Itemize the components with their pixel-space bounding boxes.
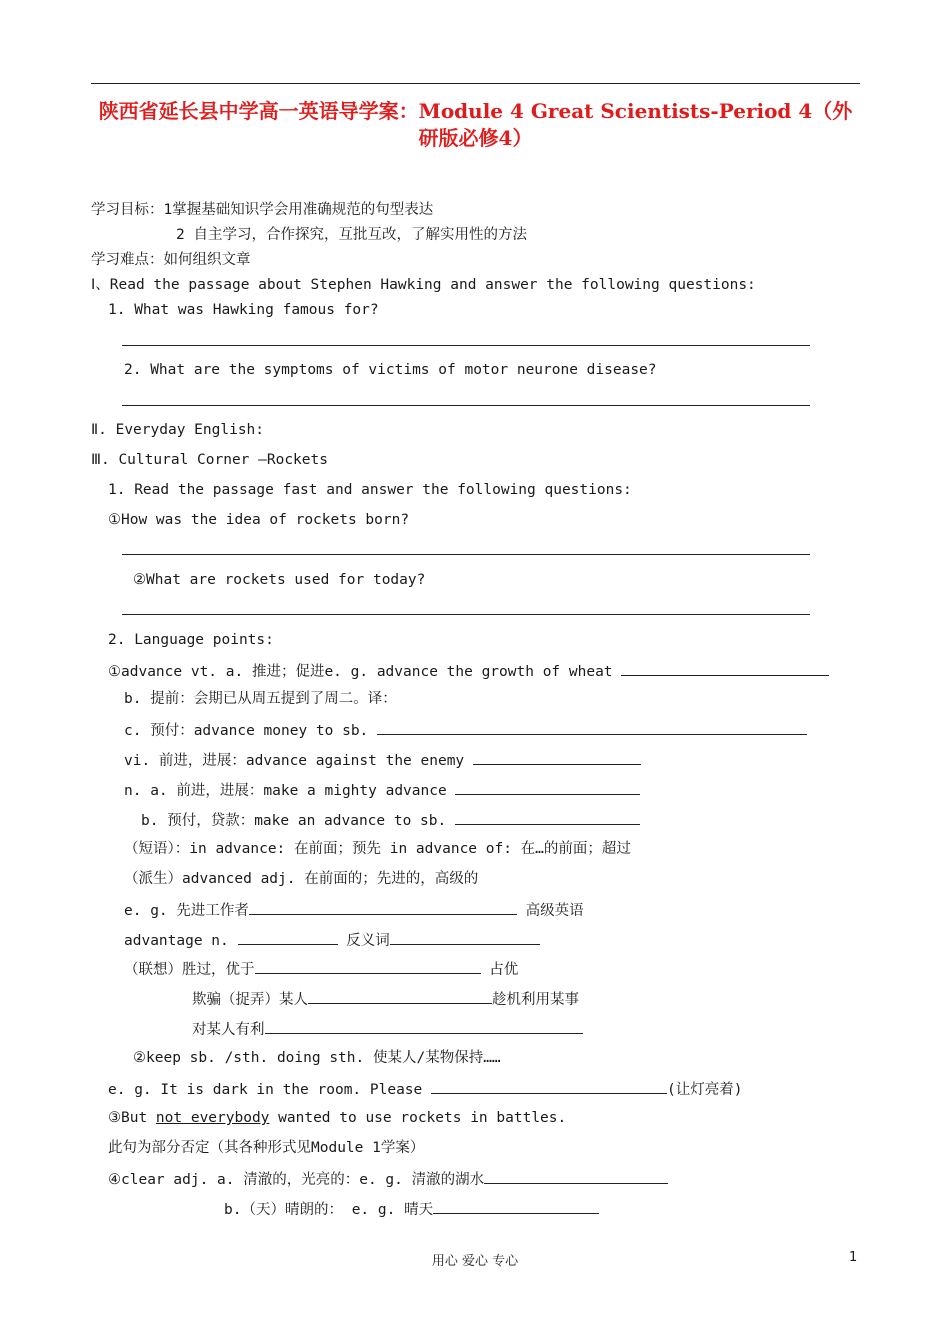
fill-blank[interactable] — [255, 959, 481, 974]
fill-blank[interactable] — [238, 930, 338, 945]
fill-blank[interactable] — [484, 1169, 668, 1184]
point-2: b. 提前：会期已从周五提到了周二。译： — [124, 691, 397, 707]
answer-line[interactable] — [122, 405, 810, 406]
point-1-text: ①advance vt. a. 推进；促进e. g. advance the growth of wheat — [108, 664, 613, 680]
point-6-text: b. 预付，贷款：make an advance to sb. — [141, 813, 447, 829]
fill-blank[interactable] — [249, 900, 517, 915]
point-9-text: e. g. 先进工作者 — [124, 903, 249, 919]
section-1-q2: 2. What are the symptoms of victims of motor neurone disease? — [124, 362, 657, 378]
page-number: 1 — [849, 1250, 858, 1265]
point-10-text-b: 反义词 — [337, 933, 390, 949]
point-12-text: 欺骗（捉弄）某人 — [192, 992, 308, 1008]
fill-blank[interactable] — [433, 1199, 599, 1214]
fill-blank[interactable] — [265, 1019, 583, 1034]
point-9-text-b: 高级英语 — [516, 903, 584, 919]
point-8: （派生）advanced adj. 在前面的；先进的，高级的 — [124, 871, 479, 887]
point-7: （短语）：in advance: 在前面；预先 in advance of: 在…的前面；超过 — [124, 841, 631, 857]
section-3-sub1: 1. Read the passage fast and answer the following questions: — [108, 482, 632, 498]
point-11 — [124, 959, 518, 979]
objective-1 — [91, 201, 433, 219]
point-11-text-b: 占优 — [480, 962, 519, 978]
point-19 — [224, 1199, 599, 1219]
fill-blank[interactable] — [308, 989, 492, 1004]
fill-blank[interactable] — [473, 750, 641, 765]
point-12-text-b: 趁机利用某事 — [492, 992, 579, 1008]
section-1-heading: Ⅰ、Read the passage about Stephen Hawking and answer the following questions: — [91, 277, 756, 293]
fill-blank[interactable] — [431, 1079, 667, 1094]
section-3-sub2: 2. Language points: — [108, 632, 274, 648]
point-16 — [108, 1109, 566, 1127]
section-3-heading: Ⅲ. Cultural Corner —Rockets — [91, 452, 328, 468]
point-3-text: c. 预付：advance money to sb. — [124, 723, 369, 739]
answer-line[interactable] — [122, 345, 810, 346]
footer-text: 用心 爱心 专心 — [431, 1254, 519, 1269]
title-line-2: 研版必修4） — [418, 126, 533, 150]
section-1-q1: 1. What was Hawking famous for? — [108, 302, 379, 318]
point-1 — [108, 661, 829, 681]
page-title — [91, 98, 860, 152]
point-15-text: e. g. It is dark in the room. Please — [108, 1082, 432, 1098]
point-13 — [192, 1019, 583, 1039]
objective-item-1: 1掌握基础知识学会用准确规范的句型表达 — [163, 202, 434, 218]
point-18-text: ④clear adj. a. 清澈的，光亮的：e. g. 清澈的湖水 — [108, 1172, 485, 1188]
fill-blank[interactable] — [455, 780, 640, 795]
point-9 — [124, 900, 584, 920]
objective-label: 学习目标： — [91, 202, 164, 218]
point-3 — [124, 720, 807, 740]
point-18 — [108, 1169, 668, 1189]
point-15-text-b: (让灯亮着) — [667, 1082, 743, 1098]
point-13-text: 对某人有利 — [192, 1022, 265, 1038]
point-14: ②keep sb. /sth. doing sth. 使某人/某物保持…… — [133, 1050, 501, 1066]
section-2-heading: Ⅱ. Everyday English: — [91, 422, 265, 438]
point-12 — [192, 989, 579, 1009]
section-3-qb: ②What are rockets used for today? — [133, 572, 426, 588]
point-15 — [108, 1079, 742, 1099]
fill-blank[interactable] — [455, 810, 640, 825]
fill-blank[interactable] — [390, 930, 540, 945]
section-3-qa: ①How was the idea of rockets born? — [108, 512, 410, 528]
point-5 — [124, 780, 640, 800]
point-5-text: n. a. 前进，进展：make a mighty advance — [124, 783, 447, 799]
point-4-text: vi. 前进，进展：advance against the enemy — [124, 753, 465, 769]
fill-blank[interactable] — [377, 720, 807, 735]
point-16-text: ③But — [108, 1110, 156, 1126]
point-19-text: b.（天）晴朗的： e. g. 晴天 — [224, 1202, 434, 1218]
point-16-text-b: wanted to use rockets in battles. — [269, 1110, 567, 1126]
title-line-1: 陕西省延长县中学高一英语导学案：Module 4 Great Scientists-Period 4（外 — [98, 99, 853, 123]
point-6 — [141, 810, 640, 830]
difficulty: 学习难点：如何组织文章 — [91, 252, 251, 268]
point-10-text: advantage n. — [124, 933, 238, 949]
answer-line[interactable] — [122, 614, 810, 615]
header-rule — [91, 83, 860, 84]
point-4 — [124, 750, 641, 770]
point-17: 此句为部分否定（其各种形式见Module 1学案） — [108, 1140, 425, 1156]
objective-2: 2 自主学习，合作探究，互批互改，了解实用性的方法 — [176, 227, 527, 243]
fill-blank[interactable] — [621, 661, 829, 676]
underlined-phrase: not everybody — [155, 1110, 270, 1126]
point-10 — [124, 930, 540, 950]
point-11-text: （联想）胜过，优于 — [124, 962, 255, 978]
answer-line[interactable] — [122, 554, 810, 555]
